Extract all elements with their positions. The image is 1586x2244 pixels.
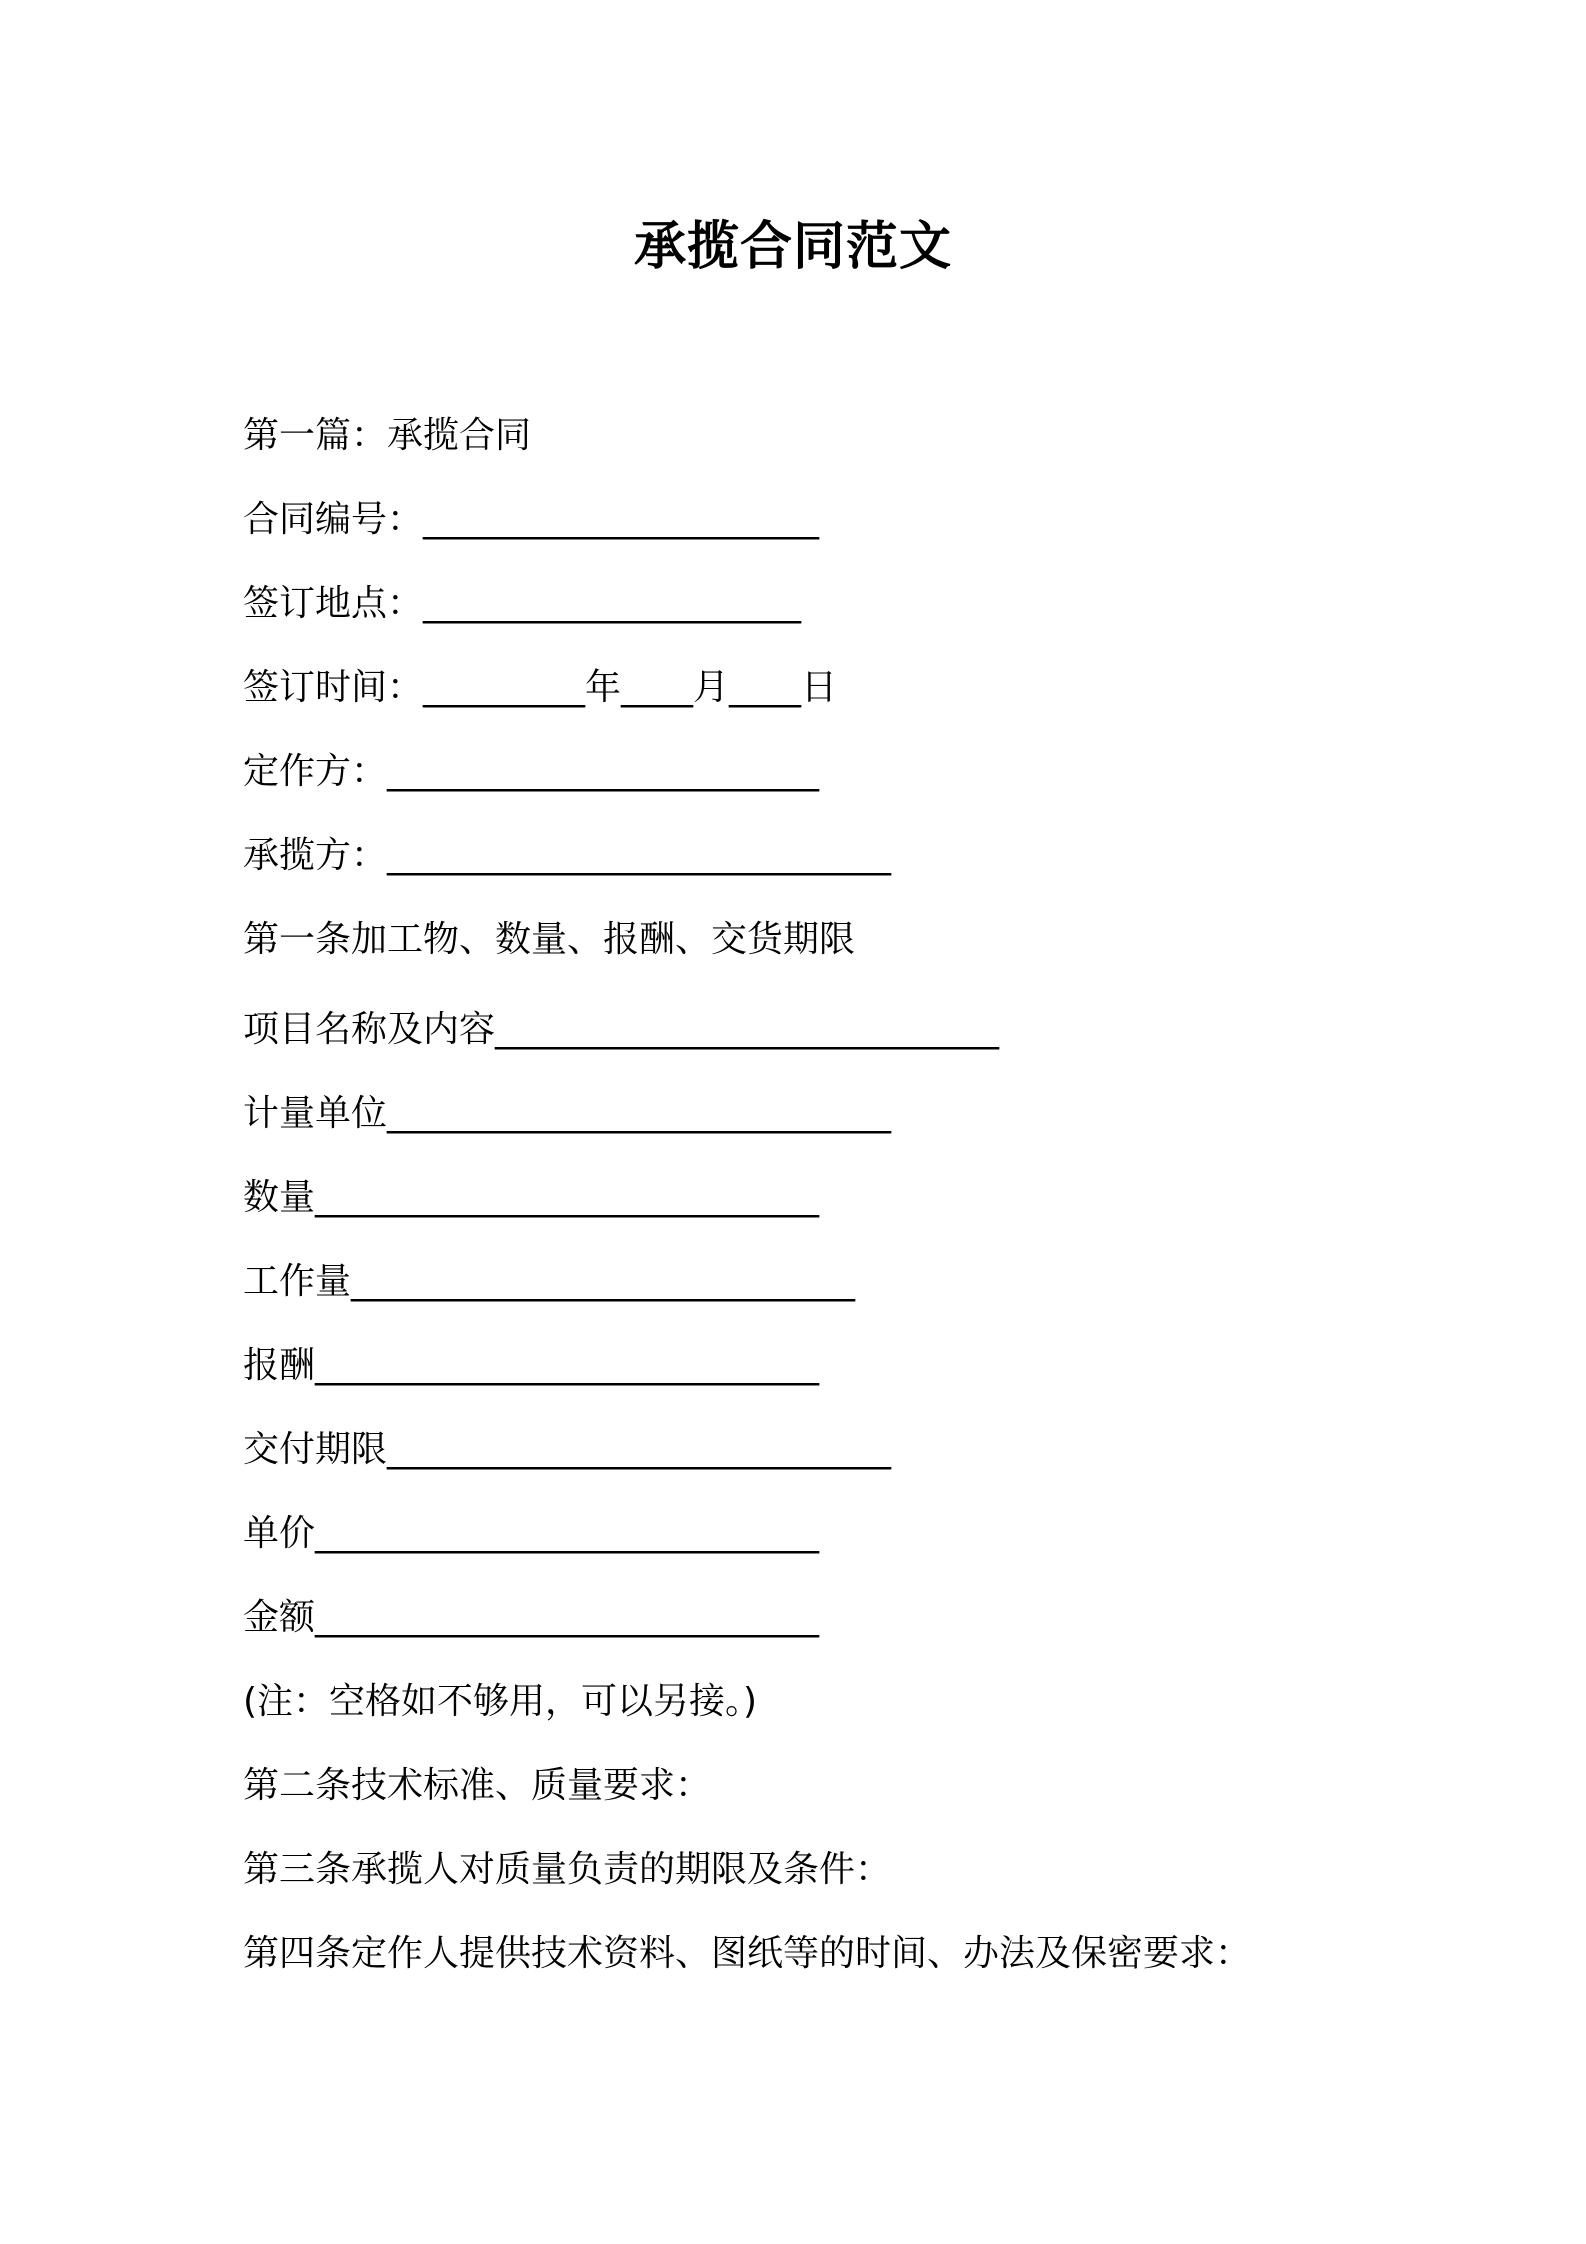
- signing-place-field: 签订地点：_____________________: [243, 583, 802, 624]
- article-three-heading: 第三条承揽人对质量负责的期限及条件：: [243, 1849, 892, 1890]
- signing-date-field: 签订时间：_________年____月____日: [243, 667, 838, 708]
- contractor-party-field: 承揽方：____________________________: [243, 835, 892, 876]
- unit-of-measure-field: 计量单位____________________________: [243, 1093, 892, 1134]
- note-text: (注：空格如不够用，可以另接。): [243, 1681, 758, 1722]
- remuneration-field: 报酬____________________________: [243, 1345, 819, 1386]
- workload-field: 工作量____________________________: [243, 1261, 856, 1302]
- article-four-heading: 第四条定作人提供技术资料、图纸等的时间、办法及保密要求：: [243, 1933, 1252, 1974]
- item-name-field: 项目名称及内容____________________________: [243, 1009, 1000, 1050]
- amount-field: 金额____________________________: [243, 1597, 819, 1638]
- quantity-field: 数量____________________________: [243, 1177, 819, 1218]
- article-two-heading: 第二条技术标准、质量要求：: [243, 1765, 712, 1806]
- contract-number-field: 合同编号：______________________: [243, 499, 820, 540]
- document-title: 承揽合同范文: [633, 217, 952, 277]
- delivery-deadline-field: 交付期限____________________________: [243, 1429, 892, 1470]
- article-one-heading: 第一条加工物、数量、报酬、交货期限: [243, 919, 856, 960]
- ordering-party-field: 定作方：________________________: [243, 751, 820, 792]
- unit-price-field: 单价____________________________: [243, 1513, 819, 1554]
- section-heading-part-one: 第一篇：承揽合同: [243, 415, 532, 456]
